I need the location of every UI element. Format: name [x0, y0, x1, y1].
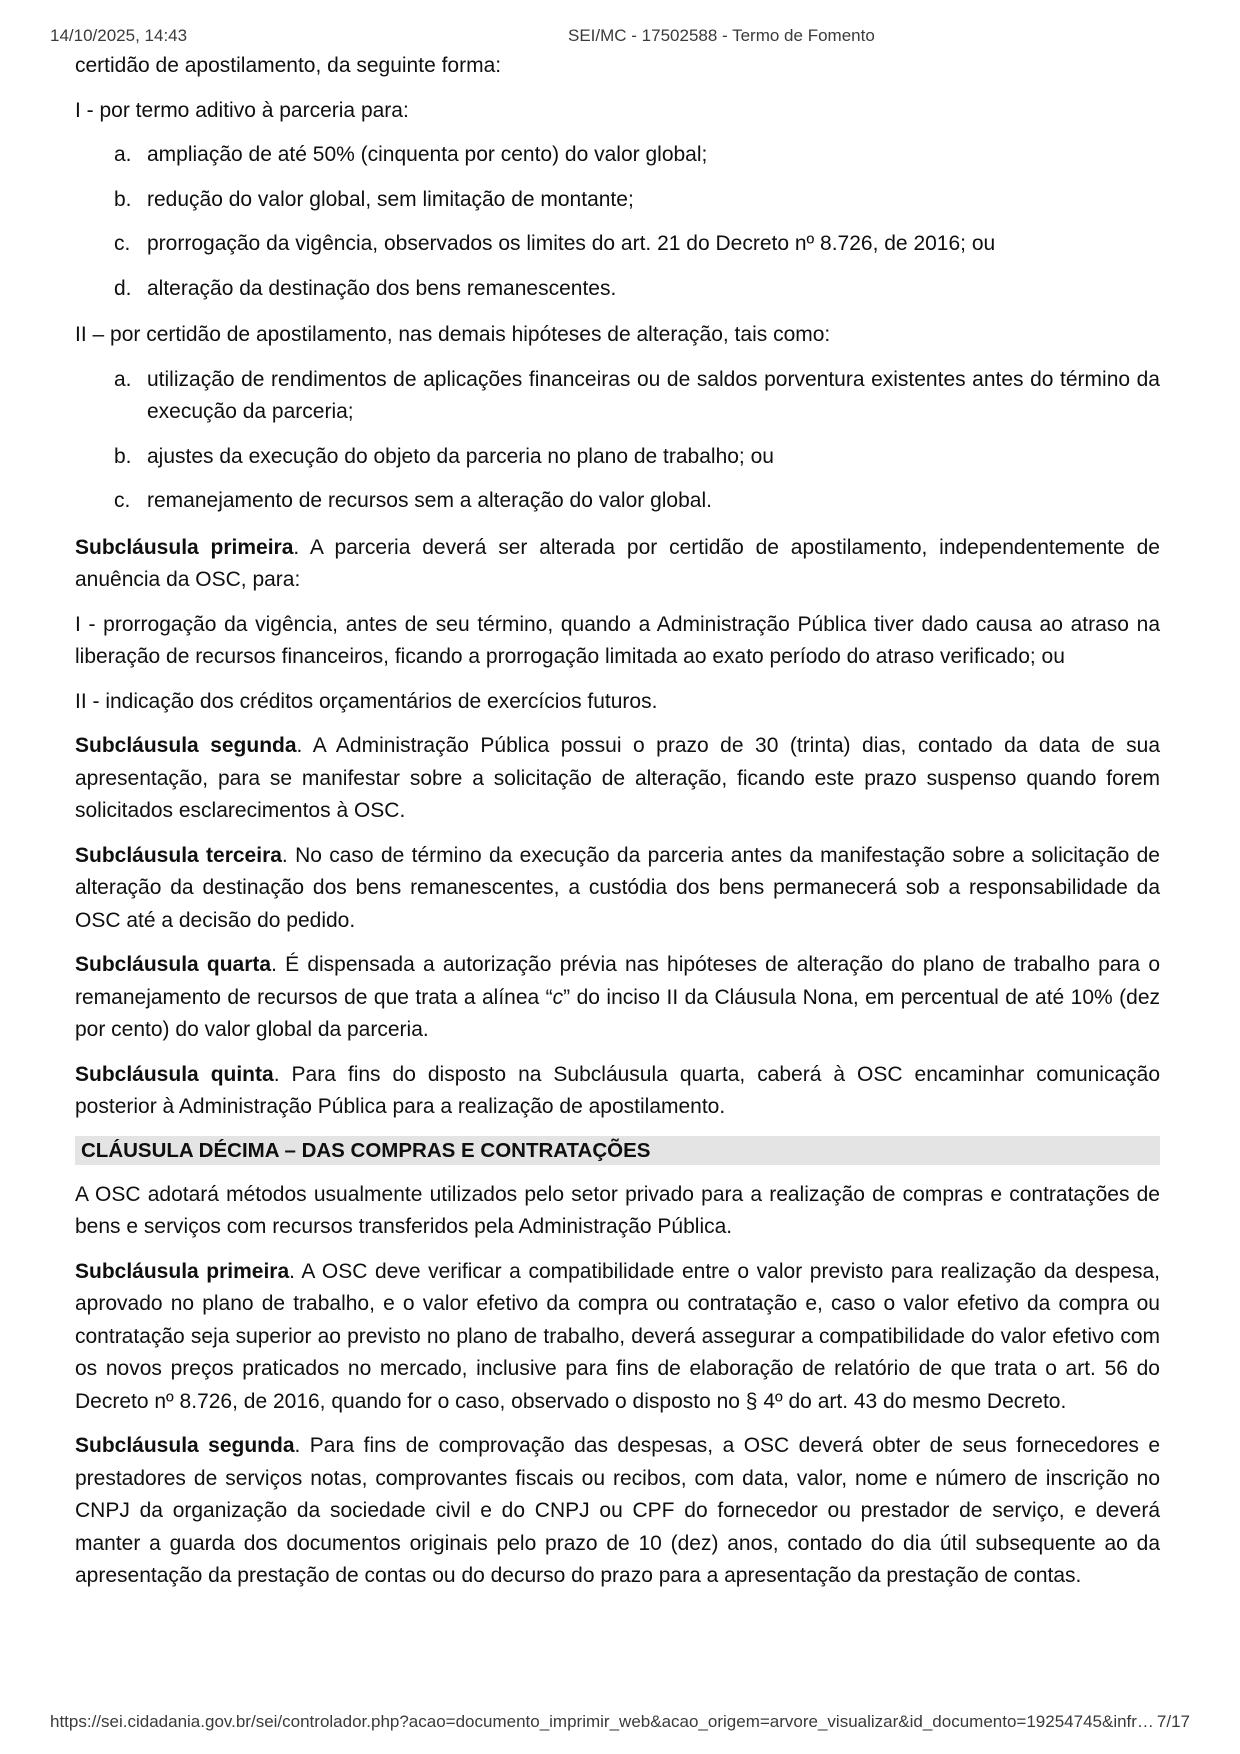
subclause-text: . É dispensada a autorização prévia nas hipóteses de alteração do plano de trabalho para o remanejamento de recursos de que trata a alínea “	[75, 953, 1160, 1009]
subclause-text: . Para fins de comprovação das despesas, a OSC deverá obter de seus fornecedores e prestadores de serviços notas, comprovantes fiscais ou recibos, com data, valor, nome e número de inscrição no CNPJ da organização da sociedade civil e do CNPJ ou CPF do fornecedor ou prestador de serviço, e deverá manter a guarda dos documentos originais pelo prazo de 10 (dez) anos, contado do dia útil subsequente ao da apresentação da prestação de contas ou do decurso do prazo para a apresentação da prestação de contas.	[75, 1434, 1161, 1587]
list-item	[75, 485, 1160, 518]
paragraph-sub1-inciso-ii: II - indicação dos créditos orçamentários de exercícios futuros.	[75, 689, 658, 713]
subclause-label: Subcláusula segunda	[75, 734, 297, 757]
list-item	[75, 273, 1160, 306]
paragraph-clause10-subclausula-primeira	[75, 1256, 1160, 1419]
list-item	[75, 364, 1160, 429]
print-header-datetime: 14/10/2025, 14:43	[50, 26, 188, 45]
paragraph-inciso-i: I - por termo aditivo à parceria para:	[75, 98, 409, 122]
subclause-text: . A Administração Pública possui o prazo de 30 (trinta) dias, contado da data de sua apresentação, para se manifestar sobre a solicitação de alteração, ficando este prazo suspenso quando forem solicitados esclarecimentos à OSC.	[75, 734, 1160, 822]
print-footer-url: https://sei.cidadania.gov.br/sei/controlador.php?acao=documento_imprimir_web&acao_origem=arvore_visualizar&id_documento=19254745&infr…	[50, 1712, 1154, 1731]
document-body	[75, 50, 1160, 1605]
paragraph-clause10-subclausula-segunda	[75, 1430, 1160, 1593]
list-item	[75, 441, 1160, 474]
list-marker: b.	[114, 444, 132, 468]
paragraph-inciso-ii: II – por certidão de apostilamento, nas demais hipóteses de alteração, tais como:	[75, 323, 831, 346]
subclause-text: . No caso de término da execução da parceria antes da manifestação sobre a solicitação de alteração da destinação dos bens remanescentes, a custódia dos bens permanecerá sob a responsabilidade da OSC até a decisão do pedido.	[75, 843, 1160, 932]
list-item-text: utilização de rendimentos de aplicações financeiras ou de saldos porventura existentes antes do término da execução da parceria;	[147, 367, 1160, 423]
clause-10-heading: CLÁUSULA DÉCIMA – DAS COMPRAS E CONTRATAÇÕES	[75, 1136, 1160, 1165]
alinea-c-italic: c	[552, 985, 564, 1009]
paragraph-sub1-inciso-i: I - prorrogação da vigência, antes de seu término, quando a Administração Pública tiver dado causa ao atraso na liberação de recursos financeiros, ficando a prorrogação limitada ao exato período do atraso verificado; ou	[75, 612, 1160, 668]
paragraph-clause10-intro: A OSC adotará métodos usualmente utilizados pelo setor privado para a realização de compras e contratações de bens e serviços com recursos transferidos pela Administração Pública.	[75, 1182, 1160, 1238]
subclause-label: Subcláusula terceira	[75, 843, 282, 867]
list-marker: d.	[114, 276, 132, 300]
print-header-title: SEI/MC - 17502588 - Termo de Fomento	[568, 26, 875, 45]
subclause-label: Subcláusula quinta	[75, 1062, 274, 1086]
list-marker: c.	[114, 489, 131, 512]
print-footer-page-number: 7/17	[1156, 1712, 1190, 1731]
subclause-label: Subcláusula primeira	[75, 535, 294, 559]
list-marker: b.	[114, 187, 132, 211]
paragraph-subclausula-terceira	[75, 840, 1160, 938]
list-item-text: ajustes da execução do objeto da parceria no plano de trabalho; ou	[147, 444, 774, 468]
list-item-text: alteração da destinação dos bens remanescentes.	[147, 276, 617, 300]
paragraph-subclausula-segunda	[75, 730, 1160, 828]
list-item	[75, 139, 1160, 172]
paragraph-intro: certidão de apostilamento, da seguinte forma:	[75, 54, 502, 77]
subclause-text: . A parceria deverá ser alterada por certidão de apostilamento, independentemente de anuência da OSC, para:	[75, 535, 1160, 591]
list-item-text: prorrogação da vigência, observados os limites do art. 21 do Decreto nº 8.726, de 2016; ou	[147, 232, 996, 255]
list-marker: a.	[114, 367, 132, 391]
list-marker: a.	[114, 143, 132, 166]
paragraph-subclausula-primeira	[75, 532, 1160, 597]
subclause-text: . Para fins do disposto na Subcláusula quarta, caberá à OSC encaminhar comunicação posterior à Administração Pública para a realização de apostilamento.	[75, 1062, 1161, 1118]
list-item-text: redução do valor global, sem limitação de montante;	[147, 187, 634, 211]
list-item-text: ampliação de até 50% (cinquenta por cento) do valor global;	[147, 143, 708, 166]
paragraph-subclausula-quinta	[75, 1059, 1160, 1124]
list-item	[75, 184, 1160, 217]
list-inciso-i	[75, 139, 1160, 305]
list-item	[75, 228, 1160, 261]
list-item-text: remanejamento de recursos sem a alteração do valor global.	[147, 489, 712, 512]
subclause-label: Subcláusula primeira	[75, 1259, 290, 1283]
subclause-label: Subcláusula segunda	[75, 1434, 295, 1457]
list-marker: c.	[114, 232, 131, 255]
paragraph-subclausula-quarta	[75, 949, 1160, 1047]
list-inciso-ii	[75, 364, 1160, 518]
subclause-text: . A OSC deve verificar a compatibilidade entre o valor previsto para realização da despesa, aprovado no plano de trabalho, e o valor efetivo da compra ou contratação e, caso o valor efetivo da compra ou contratação seja superior ao previsto no plano de trabalho, deverá assegurar a compatibilidade do valor efetivo com os novos preços praticados no mercado, inclusive para fins de elaboração de relatório de que trata o art. 56 do Decreto nº 8.726, de 2016, quando for o caso, observado o disposto no § 4º do art. 43 do mesmo Decreto.	[75, 1259, 1160, 1413]
subclause-text: ” do inciso II da Cláusula Nona, em percentual de até 10% (dez por cento) do valor global da parceria.	[75, 985, 1161, 1041]
subclause-label: Subcláusula quarta	[75, 953, 272, 976]
